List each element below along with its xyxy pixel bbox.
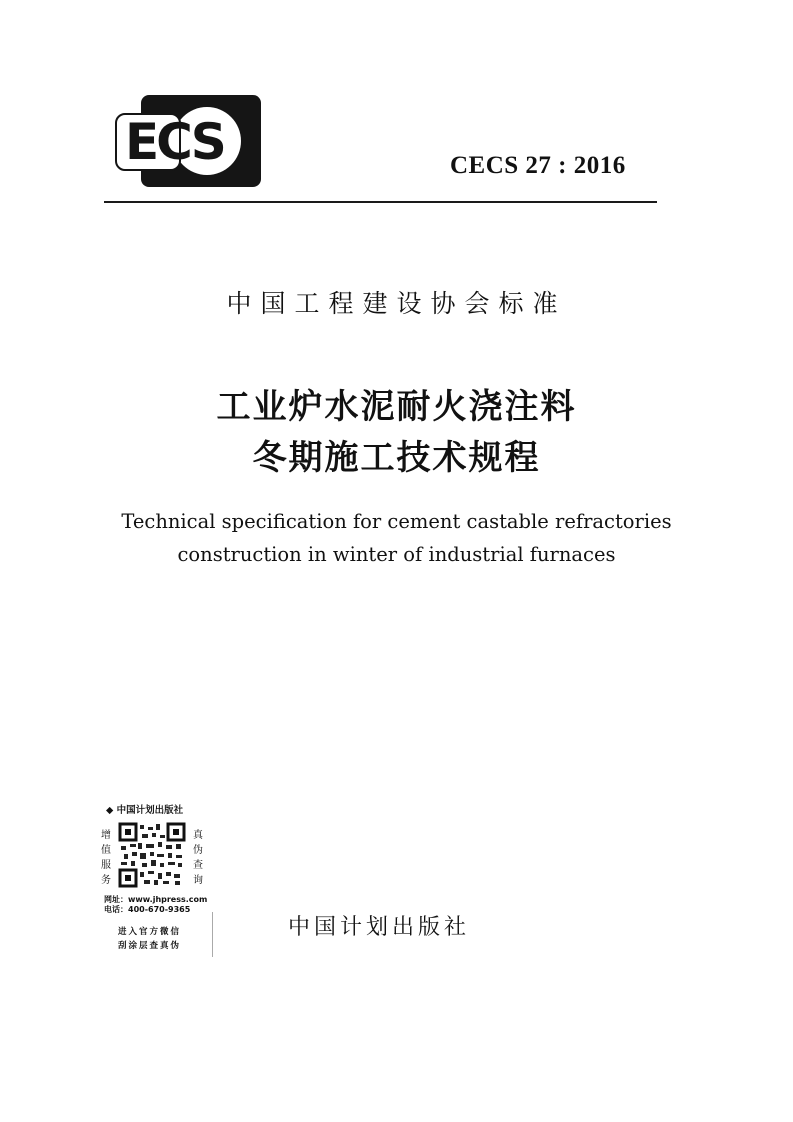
logo-text: ECS (125, 113, 224, 171)
sticker-header-text: 中国计划出版社 (116, 805, 184, 816)
title-en (0, 505, 793, 571)
vchar: 伪 (193, 845, 203, 856)
sticker-right-vertical (192, 828, 204, 888)
vchar: 询 (193, 875, 203, 886)
title-en-line2: construction in winter of industrial furnaces (177, 543, 616, 566)
verify-line2: 刮涂层查真伪 (118, 941, 182, 951)
title-zh-line1: 工业炉水泥耐火浇注料 (216, 387, 577, 427)
header-divider (104, 201, 657, 203)
vchar: 增 (101, 830, 111, 841)
ecs-logo (113, 95, 265, 187)
sticker-verify (118, 925, 181, 953)
verify-line1: 进入官方微信 (118, 927, 182, 937)
association-name: 中国工程建设协会标准 (226, 289, 567, 318)
sticker-phone: 电话：400-670-9365 (104, 905, 191, 914)
vchar: 真 (193, 830, 203, 841)
sticker-website[interactable]: 网址：www.jhpress.com (104, 895, 208, 904)
vchar: 务 (101, 875, 111, 886)
vchar: 值 (101, 845, 111, 856)
publisher-name: 中国计划出版社 (288, 915, 471, 940)
title-zh-line2: 冬期施工技术规程 (252, 438, 541, 478)
publisher-logo-icon: ◆ (106, 805, 114, 816)
anti-counterfeit-sticker (100, 800, 212, 958)
sticker-header (106, 802, 183, 816)
sticker-edge (212, 912, 213, 957)
sticker-contact (104, 895, 207, 915)
standard-code: CECS 27 : 2016 (450, 152, 626, 179)
title-en-line1: Technical specification for cement castable refractories (121, 510, 672, 533)
sticker-left-vertical (100, 828, 112, 888)
qr-code-icon[interactable] (118, 822, 186, 888)
vchar: 服 (101, 860, 111, 871)
vchar: 查 (193, 860, 203, 871)
